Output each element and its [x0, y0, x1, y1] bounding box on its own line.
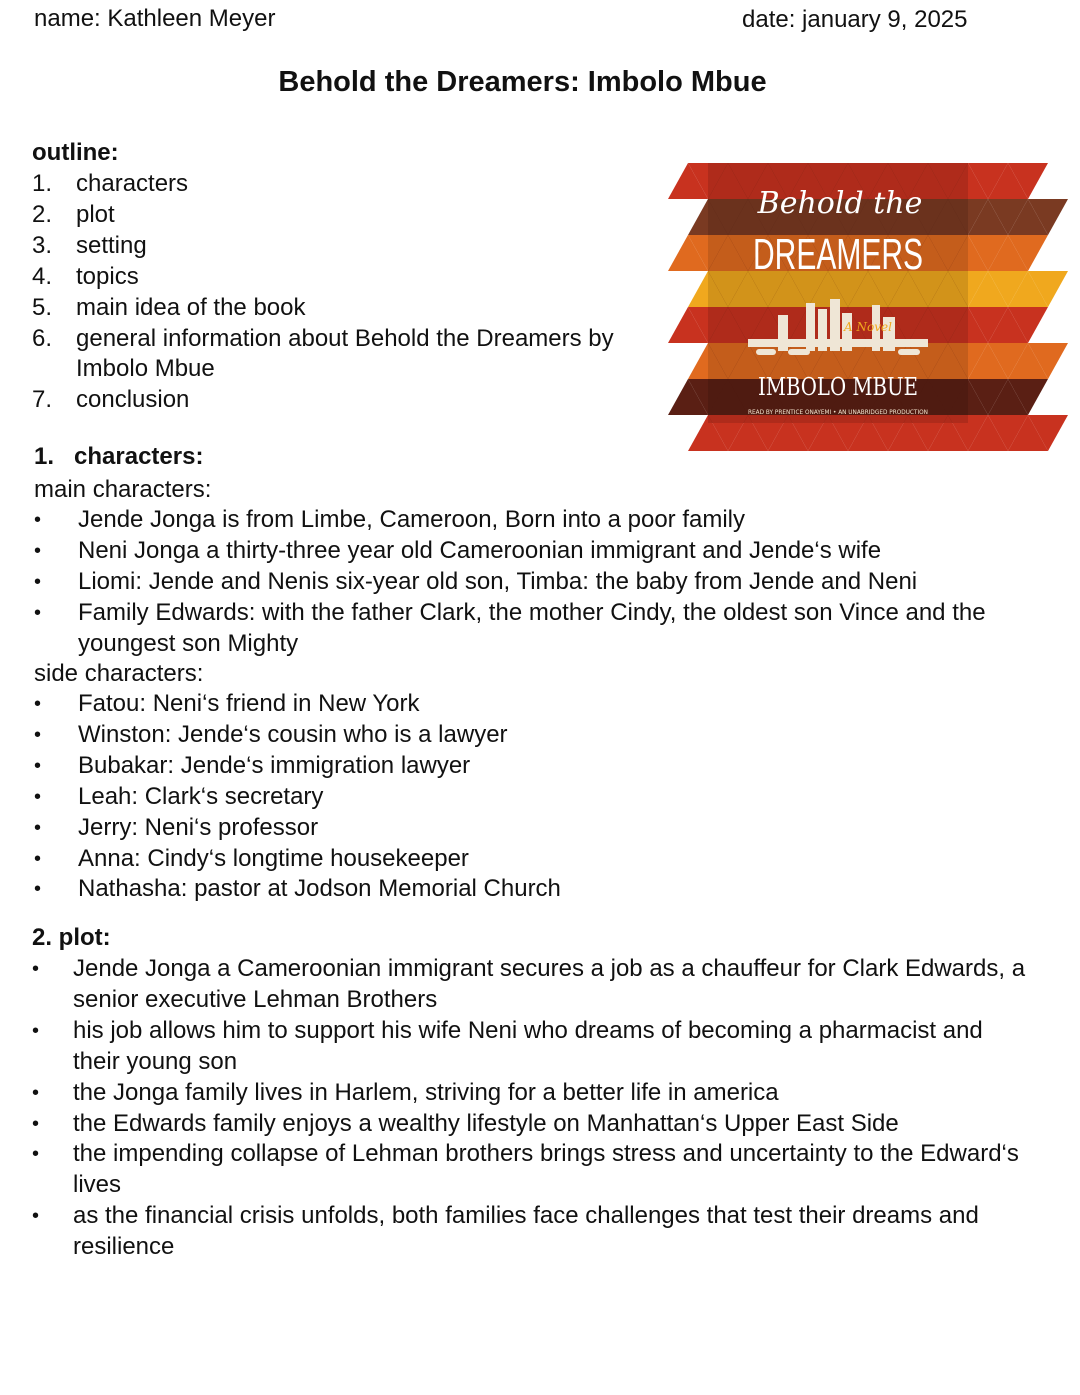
list-item: • Jende Jonga is from Limbe, Cameroon, Born into a poor family [34, 506, 745, 533]
outline-text: topics [76, 262, 139, 290]
plot-heading: 2. plot: [32, 924, 111, 951]
list-item: • Liomi: Jende and Nenis six-year old son, Timba: the baby from Jende and Neni [34, 567, 918, 595]
cover-title-line1: Behold the [757, 186, 923, 221]
list-item: • Nathasha: pastor at Jodson Memorial Church [34, 875, 561, 903]
list-item: • the impending collapse of Lehman brothers brings stress and uncertainty to the Edward‘s lives [32, 1140, 1019, 1199]
outline-number: 1. [32, 170, 53, 197]
outline-text: characters [76, 170, 189, 197]
outline-heading: outline: [32, 139, 119, 166]
outline-number: 6. [32, 324, 53, 352]
list-item: • Fatou: Neni‘s friend in New York [34, 690, 420, 717]
list-item: • the Edwards family enjoys a wealthy lifestyle on Manhattan‘s Upper East Side [32, 1109, 899, 1137]
outline-item [30, 293, 680, 324]
student-name: name: Kathleen Meyer [34, 5, 276, 32]
outline-item [30, 385, 680, 416]
outline-item [30, 231, 680, 262]
list-item: • as the financial crisis unfolds, both families face challenges that test their dreams and resilience [32, 1202, 979, 1261]
outline-item [30, 324, 680, 386]
outline-item [30, 262, 680, 293]
list-item: • his job allows him to support his wife Neni who dreams of becoming a pharmacist and their young son [32, 1016, 983, 1075]
cover-author: IMBOLO MBUE [758, 373, 918, 401]
list-item: • Bubakar: Jende‘s immigration lawyer [34, 751, 471, 779]
list-item: • Neni Jonga a thirty-three year old Cameroonian immigrant and Jende‘s wife [34, 536, 882, 564]
outline-text: general information about Behold the Dreamers by Imbolo Mbue [76, 324, 614, 383]
outline-text: main idea of the book [76, 293, 306, 321]
outline-number: 4. [32, 262, 53, 290]
characters-heading-text: characters: [74, 443, 204, 470]
outline-text: plot [76, 200, 115, 228]
cover-title-line2: DREAMERS [753, 230, 923, 279]
page-title: Behold the Dreamers: Imbolo Mbue [278, 66, 767, 98]
outline-number: 3. [32, 231, 53, 259]
side-characters-label: side characters: [34, 660, 204, 687]
outline-text: setting [76, 231, 147, 259]
outline-item [30, 169, 680, 200]
list-item: • Leah: Clark‘s secretary [34, 782, 324, 810]
document-date: date: january 9, 2025 [742, 6, 968, 33]
outline-item [30, 200, 680, 231]
cover-credit: READ BY PRENTICE ONAYEMI • AN UNABRIDGED PRODUCTION [748, 409, 928, 416]
list-item: • Winston: Jende‘s cousin who is a lawyer [34, 720, 508, 748]
list-item: • the Jonga family lives in Harlem, striving for a better life in america [32, 1078, 779, 1106]
characters-heading [34, 443, 203, 471]
side-characters-list [34, 689, 1024, 905]
outline-number: 7. [32, 386, 53, 414]
list-item: • Jerry: Neni‘s professor [34, 813, 319, 841]
cover-badge: A Novel [844, 320, 892, 334]
main-characters-list [34, 505, 1024, 660]
list-item: • Jende Jonga a Cameroonian immigrant secures a job as a chauffeur for Clark Edwards, a senior executive Lehman Brothers [32, 955, 1026, 1013]
book-cover-image [708, 163, 968, 423]
outline-number: 5. [32, 293, 53, 321]
list-item: • Anna: Cindy‘s longtime housekeeper [34, 844, 469, 872]
plot-list [32, 954, 1032, 1263]
outline-text: conclusion [76, 386, 190, 414]
list-item: • Family Edwards: with the father Clark, the mother Cindy, the oldest son Vince and the youngest son Mighty [34, 598, 986, 657]
outline-list [30, 169, 680, 416]
outline-number: 2. [32, 200, 53, 228]
characters-heading-number: 1. [34, 443, 55, 470]
main-characters-label: main characters: [34, 476, 212, 503]
